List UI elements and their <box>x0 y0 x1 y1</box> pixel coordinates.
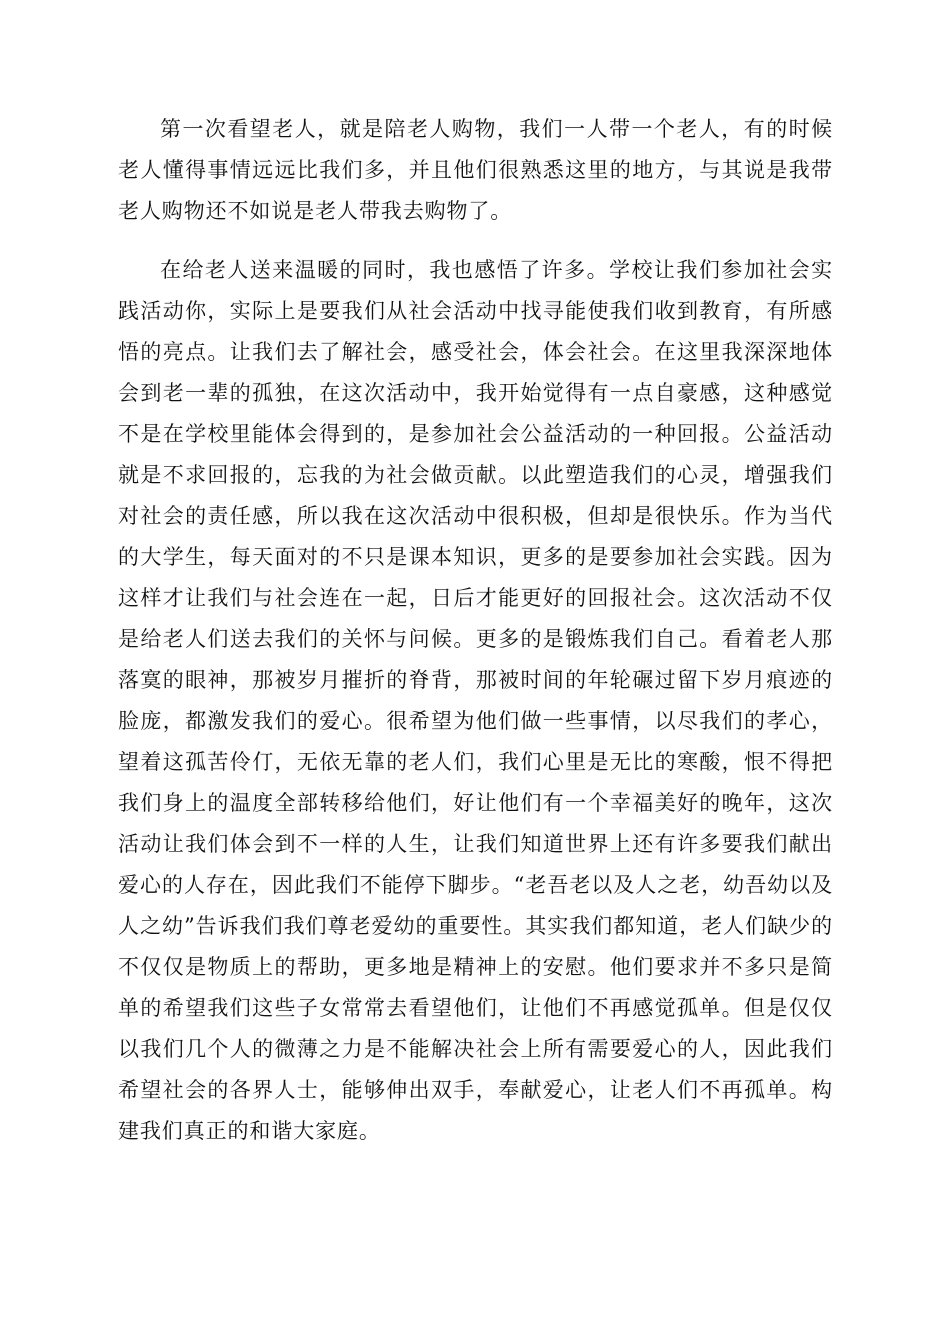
paragraph-shopping-visit: 第一次看望老人，就是陪老人购物，我们一人带一个老人，有的时候老人懂得事情远远比我们多，并且他们很熟悉这里的地方，与其说是我带老人购物还不如说是老人带我去购物了。 <box>118 117 833 223</box>
paragraph-reflection: 在给老人送来温暖的同时，我也感悟了许多。学校让我们参加社会实践活动你，实际上是要我们从社会活动中找寻能使我们收到教育，有所感悟的亮点。让我们去了解社会，感受社会，体会社会。在这里我深深地体会到老一辈的孤独，在这次活动中，我开始觉得有一点自豪感，这种感觉不是在学校里能体会得到的，是参加社会公益活动的一种回报。公益活动就是不求回报的，忘我的为社会做贡献。以此塑造我们的心灵，增强我们对社会的责任感，所以我在这次活动中很积极，但却是很快乐。作为当代的大学生，每天面对的不只是课本知识，更多的是要参加社会实践。因为这样才让我们与社会连在一起，日后才能更好的回报社会。这次活动不仅是给老人们送去我们的关怀与问候。更多的是锻炼我们自己。看着老人那落寞的眼神，那被岁月摧折的脊背，那被时间的年轮碾过留下岁月痕迹的脸庞，都激发我们的爱心。很希望为他们做一些事情，以尽我们的孝心，望着这孤苦伶仃，无依无靠的老人们，我们心里是无比的寒酸，恨不得把我们身上的温度全部转移给他们，好让他们有一个幸福美好的晚年，这次活动让我们体会到不一样的人生，让我们知道世界上还有许多要我们献出爱心的人存在，因此我们不能停下脚步。“老吾老以及人之老，幼吾幼以及人之幼”告诉我们我们尊老爱幼的重要性。其实我们都知道，老人们缺少的不仅仅是物质上的帮助，更多地是精神上的安慰。他们要求并不多只是简单的希望我们这些子女常常去看望他们，让他们不再感觉孤单。但是仅仅以我们几个人的微薄之力是不能解决社会上所有需要爱心的人，因此我们希望社会的各界人士，能够伸出双手，奉献爱心，让老人们不再孤单。构建我们真正的和谐大家庭。 <box>118 258 833 1143</box>
document-body <box>118 109 833 1152</box>
